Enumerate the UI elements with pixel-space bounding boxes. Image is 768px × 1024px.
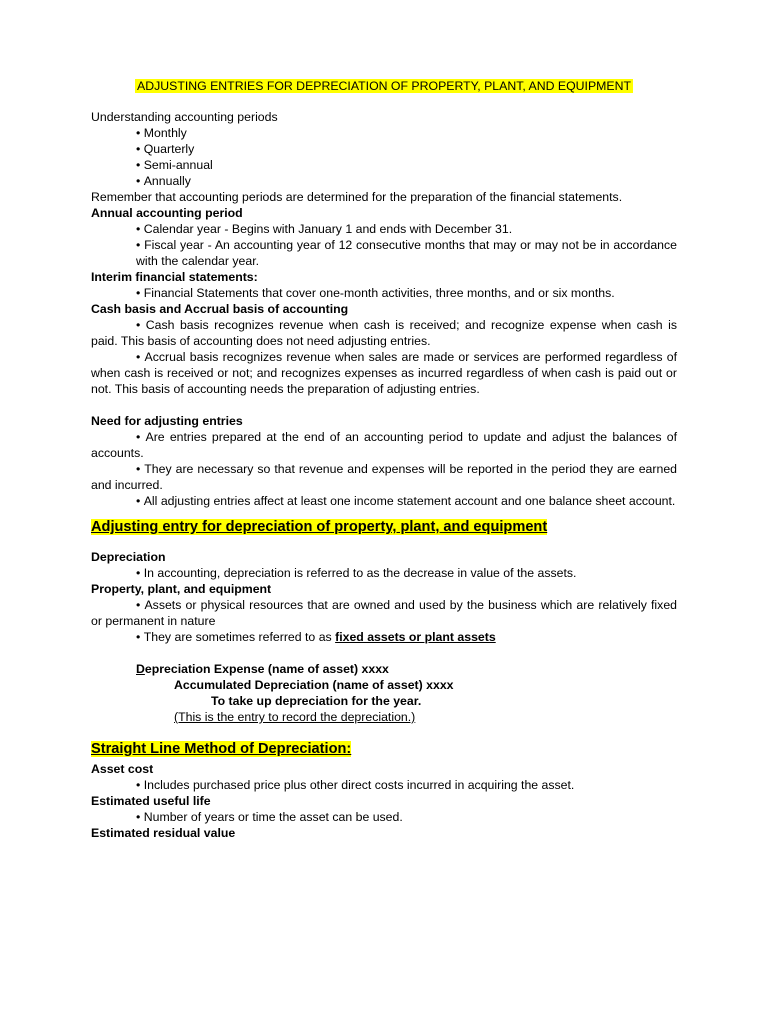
- interim-heading: Interim financial statements:: [91, 270, 258, 284]
- basis-cash: • Cash basis recognizes revenue when cash is received; and recognize expense when cash is paid. This basis of accounting does not need adjusting entries.: [91, 317, 677, 349]
- journal-note: (This is the entry to record the depreciation.): [174, 710, 416, 724]
- annual-item-calendar: • Calendar year - Begins with January 1 and ends with December 31.: [91, 221, 677, 237]
- basis-heading: Cash basis and Accrual basis of accounting: [91, 302, 349, 316]
- ppe-section-heading: Adjusting entry for depreciation of property, plant, and equipment: [91, 519, 548, 535]
- annual-heading: Annual accounting period: [91, 206, 243, 220]
- periods-intro: Understanding accounting periods: [91, 110, 278, 124]
- straight-line-heading: Straight Line Method of Depreciation:: [91, 741, 352, 757]
- period-item-monthly: • Monthly: [91, 125, 677, 141]
- ppe-item: • Assets or physical resources that are owned and used by the business which are relatively fixed or permanent in nature: [91, 597, 677, 629]
- document-title: ADJUSTING ENTRIES FOR DEPRECIATION OF PROPERTY, PLANT, AND EQUIPMENT: [137, 79, 631, 93]
- need-item-1: • Are entries prepared at the end of an accounting period to update and adjust the balances of accounts.: [91, 429, 677, 461]
- need-item-3: • All adjusting entries affect at least one income statement account and one balance sheet account.: [91, 493, 677, 509]
- spacer: [91, 397, 677, 413]
- journal-credit-line: Accumulated Depreciation (name of asset) xxxx: [174, 678, 454, 692]
- ppe-heading: Property, plant, and equipment: [91, 582, 272, 596]
- asset-cost-heading: Asset cost: [91, 762, 154, 776]
- annual-item-fiscal: • Fiscal year - An accounting year of 12 consecutive months that may or may not be in accordance with the calendar year.: [91, 237, 677, 269]
- residual-value-heading: Estimated residual value: [91, 826, 236, 840]
- interim-item: • Financial Statements that cover one-month activities, three months, and or six months.: [91, 285, 677, 301]
- need-heading: Need for adjusting entries: [91, 414, 243, 428]
- asset-cost-item: • Includes purchased price plus other direct costs incurred in acquiring the asset.: [91, 777, 677, 793]
- depreciation-heading: Depreciation: [91, 550, 166, 564]
- basis-accrual: • Accrual basis recognizes revenue when sales are made or services are performed regardless of when cash is received or not; and recognizes expenses as incurred regardless of when cash is paid out or not. This basis of accounting needs the preparation of adjusting entries.: [91, 349, 677, 397]
- periods-note: Remember that accounting periods are determined for the preparation of the financial statements.: [91, 190, 623, 204]
- ppe-item-2: • They are sometimes referred to as fixed assets or plant assets: [91, 629, 677, 645]
- period-item-semi-annual: • Semi-annual: [91, 157, 677, 173]
- journal-debit-line: Depreciation Expense (name of asset) xxxx: [136, 662, 389, 676]
- useful-life-heading: Estimated useful life: [91, 794, 211, 808]
- need-item-2: • They are necessary so that revenue and expenses will be reported in the period they are earned and incurred.: [91, 461, 677, 493]
- useful-life-item: • Number of years or time the asset can be used.: [91, 809, 677, 825]
- journal-explanation: To take up depreciation for the year.: [211, 694, 422, 708]
- spacer: [91, 645, 677, 661]
- period-item-quarterly: • Quarterly: [91, 141, 677, 157]
- period-item-annually: • Annually: [91, 173, 677, 189]
- depreciation-item: • In accounting, depreciation is referred to as the decrease in value of the assets.: [91, 565, 677, 581]
